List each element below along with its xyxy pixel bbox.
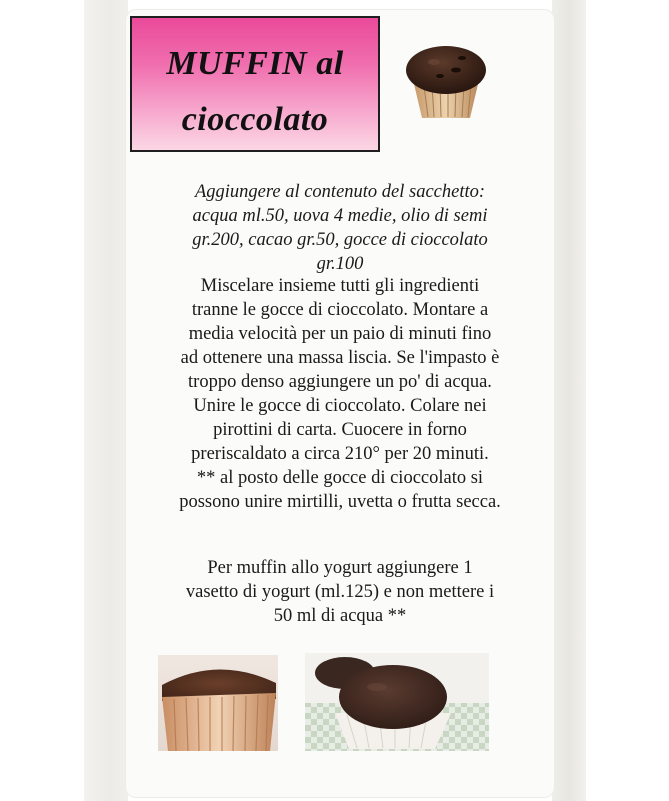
method-text	[140, 274, 540, 514]
ingredients-line: gr.100	[316, 254, 364, 274]
method-line: pirottini di carta. Cuocere in forno	[213, 420, 467, 440]
method-line: ad ottenere una massa liscia. Se l'impasto è	[180, 348, 500, 368]
ingredients-line: gr.200, cacao gr.50, gocce di cioccolato	[192, 230, 488, 250]
method-line: media velocità per un paio di minuti fino	[188, 324, 492, 344]
method-line: Unire le gocce di cioccolato. Colare nei	[193, 396, 487, 416]
ingredients-text	[140, 180, 540, 276]
title-line-2: cioccolato	[181, 101, 329, 138]
yogurt-variant-text	[140, 556, 540, 628]
yogurt-line: Per muffin allo yogurt aggiungere 1	[207, 558, 473, 578]
background-right-margin	[552, 0, 586, 801]
yogurt-line: vasetto di yogurt (ml.125) e non mettere i	[185, 582, 495, 602]
method-line: preriscaldato a circa 210° per 20 minuti.	[191, 444, 489, 464]
method-line: ** al posto delle gocce di cioccolato si	[196, 468, 484, 488]
yogurt-line: 50 ml di acqua **	[273, 606, 407, 626]
method-line: possono unire mirtilli, uvetta o frutta secca.	[179, 492, 501, 512]
method-line: troppo denso aggiungere un po' di acqua.	[188, 372, 492, 392]
muffin-photo-right	[305, 653, 489, 751]
method-line: Miscelare insieme tutti gli ingredienti	[200, 276, 480, 296]
ingredients-line: Aggiungere al contenuto del sacchetto:	[194, 182, 486, 202]
title-line-1: MUFFIN al	[166, 45, 344, 82]
background-left-margin	[84, 0, 128, 801]
method-line: tranne le gocce di cioccolato. Montare a	[191, 300, 489, 320]
ingredients-line: acqua ml.50, uova 4 medie, olio di semi	[192, 206, 488, 226]
muffin-image-top	[400, 40, 492, 122]
muffin-photo-left	[158, 655, 278, 751]
title-box	[130, 16, 380, 152]
